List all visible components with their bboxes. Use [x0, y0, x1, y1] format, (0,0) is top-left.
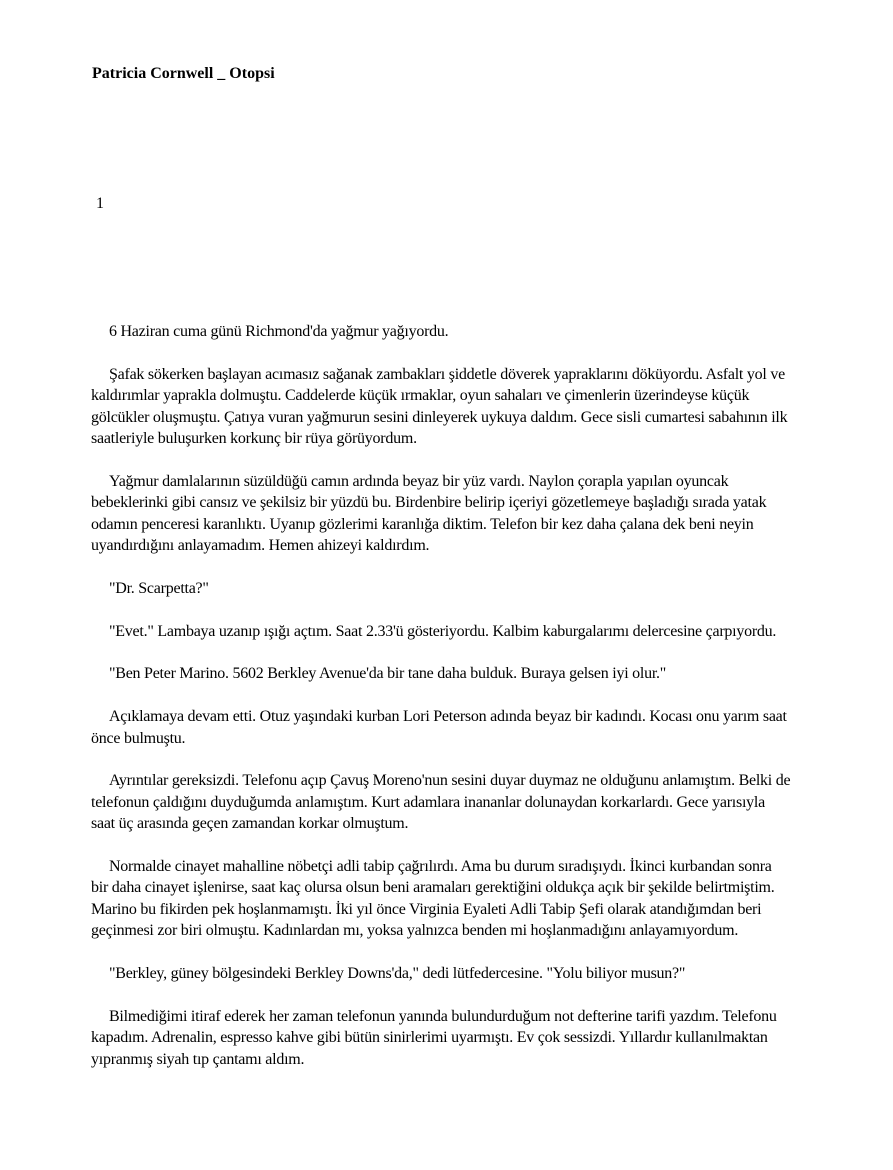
paragraph: "Dr. Scarpetta?": [109, 579, 209, 597]
document-title: Patricia Cornwell _ Otopsi: [92, 65, 275, 82]
paragraph: "Ben Peter Marino. 5602 Berkley Avenue'da bir tane daha bulduk. Buraya gelsen iyi olur.": [109, 665, 667, 683]
paragraph: "Evet." Lambaya uzanıp ışığı açtım. Saat 2.33'ü gösteriyordu. Kalbim kaburgalarımı delercesine çarpıyordu.: [109, 622, 777, 640]
paragraph: Normalde cinayet mahalline nöbetçi adli tabip çağrılırdı. Ama bu durum sıradışıydı. İkinci kurbandan sonra bir daha cinayet işlenirse, saat kaç olursa olsun beni aramaları gerektiğini oldukça açık bir şekilde belirtmiştim. Marino bu fikirden pek hoşlanmamıştı. İki yıl önce Virginia Eyaleti Adli Tabip Şefi olarak atandığımdan beri geçinmesi zor biri olmuştu. Kadınlardan mı, yoksa yalnızca benden mi hoşlanmadığını anlayamıyordum.: [91, 858, 775, 940]
paragraph: Yağmur damlalarının süzüldüğü camın ardında beyaz bir yüz vardı. Naylon çorapla yapılan oyuncak bebeklerinki gibi cansız ve şekilsiz bir yüzdü bu. Birdenbire belirip içeriyi gözetlemeye başladığı sırada yatak odamın penceresi karanlıktı. Uyanıp gözlerimi karanlığa diktim. Telefon bir kez daha çalana dek beni neyin uyandırdığını anlayamadım. Hemen ahizeyi kaldırdım.: [91, 472, 767, 555]
chapter-number: 1: [96, 195, 104, 212]
paragraph: Ayrıntılar gereksizdi. Telefonu açıp Çavuş Moreno'nun sesini duyar duymaz ne olduğunu anlamıştım. Belki de telefonun çaldığını duyduğumda anlamıştım. Kurt adamlara inananlar dolunaydan korkarlardı. Gece yarısıyla saat üç arasında geçen zamandan korkar olmuştum.: [91, 772, 791, 833]
paragraph: 6 Haziran cuma günü Richmond'da yağmur yağıyordu.: [109, 323, 449, 340]
paragraph: Şafak sökerken başlayan acımasız sağanak zambakları şiddetle döverek yapraklarını döküyordu. Asfalt yol ve kaldırımlar yaprakla dolmuştu. Caddelerde küçük ırmaklar, oyun sahaları ve çimenlerin üzerindeyse küçük gölcükler oluşmuştu. Çatıya vuran yağmurun sesini dinleyerek uykuya daldım. Gece sisli cumartesi sabahının ilk saatleriyle buluşurken korkunç bir rüya görüyordum.: [91, 365, 788, 448]
paragraph: Bilmediğimi itiraf ederek her zaman telefonun yanında bulundurduğum not defterine tarifi yazdım. Telefonu kapadım. Adrenalin, espresso kahve gibi bütün sinirlerimi uyarmıştı. Ev çok sessizdi. Yıllardır kullanılmaktan yıpranmış siyah tıp çantamı aldım.: [91, 1007, 777, 1068]
paragraph: Açıklamaya devam etti. Otuz yaşındaki kurban Lori Peterson adında beyaz bir kadındı. Kocası onu yarım saat önce bulmuştu.: [91, 708, 787, 747]
body-text: [91, 321, 791, 1091]
paragraph: "Berkley, güney bölgesindeki Berkley Downs'da," dedi lütfedercesine. "Yolu biliyor musun?": [109, 965, 686, 983]
